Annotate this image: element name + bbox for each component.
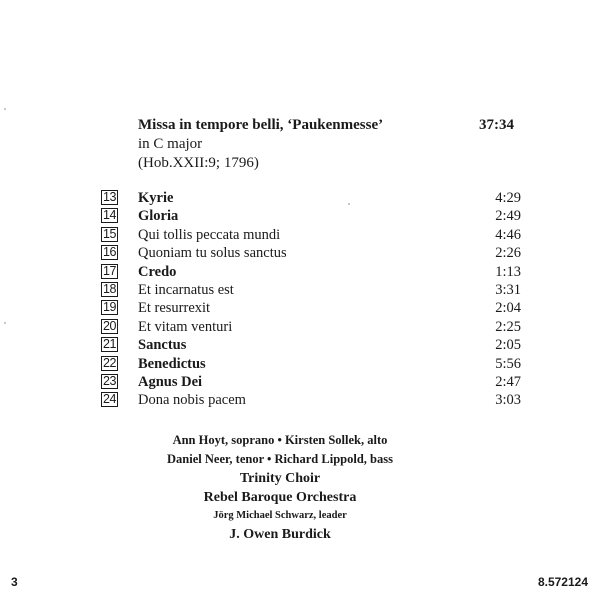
- page-number: 3: [11, 575, 18, 589]
- track-number: 15: [103, 226, 116, 241]
- conductor: J. Owen Burdick: [229, 527, 331, 542]
- track-number: 13: [103, 190, 116, 204]
- track-time: 2:05: [495, 337, 521, 354]
- track-row: [101, 226, 521, 244]
- track-row: [101, 299, 521, 317]
- orchestra: Rebel Baroque Orchestra: [203, 490, 357, 505]
- track-row: [101, 336, 521, 354]
- track-time: 3:03: [495, 392, 521, 409]
- track-row: [101, 263, 521, 281]
- track-title: Benedictus: [138, 355, 206, 372]
- track-number: 20: [103, 318, 116, 333]
- track-row: [101, 207, 521, 225]
- track-number: 14: [103, 208, 116, 223]
- track-time: 5:56: [495, 355, 521, 372]
- track-number: 17: [103, 263, 116, 278]
- track-title: Et vitam venturi: [138, 318, 233, 335]
- track-time: 4:29: [495, 190, 521, 206]
- work-key: in C major: [138, 136, 203, 152]
- track-row: [101, 355, 521, 373]
- scan-speck: [348, 203, 350, 205]
- track-title: Kyrie: [138, 190, 174, 206]
- track-number: 19: [103, 300, 116, 315]
- track-time: 2:25: [495, 318, 521, 335]
- track-row: [101, 189, 521, 207]
- soloists-line-1: Ann Hoyt, soprano • Kirsten Sollek, alto: [172, 433, 388, 447]
- scan-speck: [4, 322, 6, 324]
- track-row: [101, 373, 521, 391]
- track-row: [101, 244, 521, 262]
- track-title: Sanctus: [138, 337, 187, 354]
- track-number: 23: [103, 373, 116, 388]
- track-title: Et incarnatus est: [138, 281, 234, 298]
- track-time: 3:31: [495, 281, 521, 298]
- track-title: Quoniam tu solus sanctus: [138, 245, 287, 262]
- scan-speck: [4, 108, 6, 110]
- track-title: Agnus Dei: [138, 373, 203, 390]
- soloists-line-2: Daniel Neer, tenor • Richard Lippold, bass: [167, 452, 393, 466]
- track-time: 2:26: [495, 245, 521, 262]
- work-catalog: (Hob.XXII:9; 1796): [138, 155, 259, 171]
- track-title: Dona nobis pacem: [138, 392, 246, 409]
- track-title: Qui tollis peccata mundi: [138, 226, 281, 243]
- track-number: 16: [103, 245, 116, 260]
- credits: [100, 431, 460, 544]
- track-time: 2:47: [495, 373, 521, 390]
- track-number: 24: [103, 392, 116, 407]
- track-number: 22: [103, 355, 116, 370]
- orchestra-leader: Jörg Michael Schwarz, leader: [213, 510, 347, 521]
- track-title: Et resurrexit: [138, 300, 211, 317]
- track-title: Gloria: [138, 208, 179, 225]
- track-number: 21: [103, 337, 116, 352]
- track-row: [101, 318, 521, 336]
- work-duration: 37:34: [479, 117, 514, 133]
- track-time: 2:49: [495, 208, 521, 225]
- choir: Trinity Choir: [239, 471, 321, 486]
- tracklist: [101, 189, 521, 410]
- catalog-code: 8.572124: [537, 575, 588, 589]
- track-row: [101, 391, 521, 409]
- track-number: 18: [103, 281, 116, 296]
- track-time: 2:04: [495, 300, 521, 317]
- track-time: 4:46: [495, 226, 521, 243]
- track-time: 1:13: [495, 263, 521, 280]
- work-title: Missa in tempore belli, ‘Paukenmesse’: [138, 117, 384, 133]
- track-title: Credo: [138, 263, 177, 280]
- track-row: [101, 281, 521, 299]
